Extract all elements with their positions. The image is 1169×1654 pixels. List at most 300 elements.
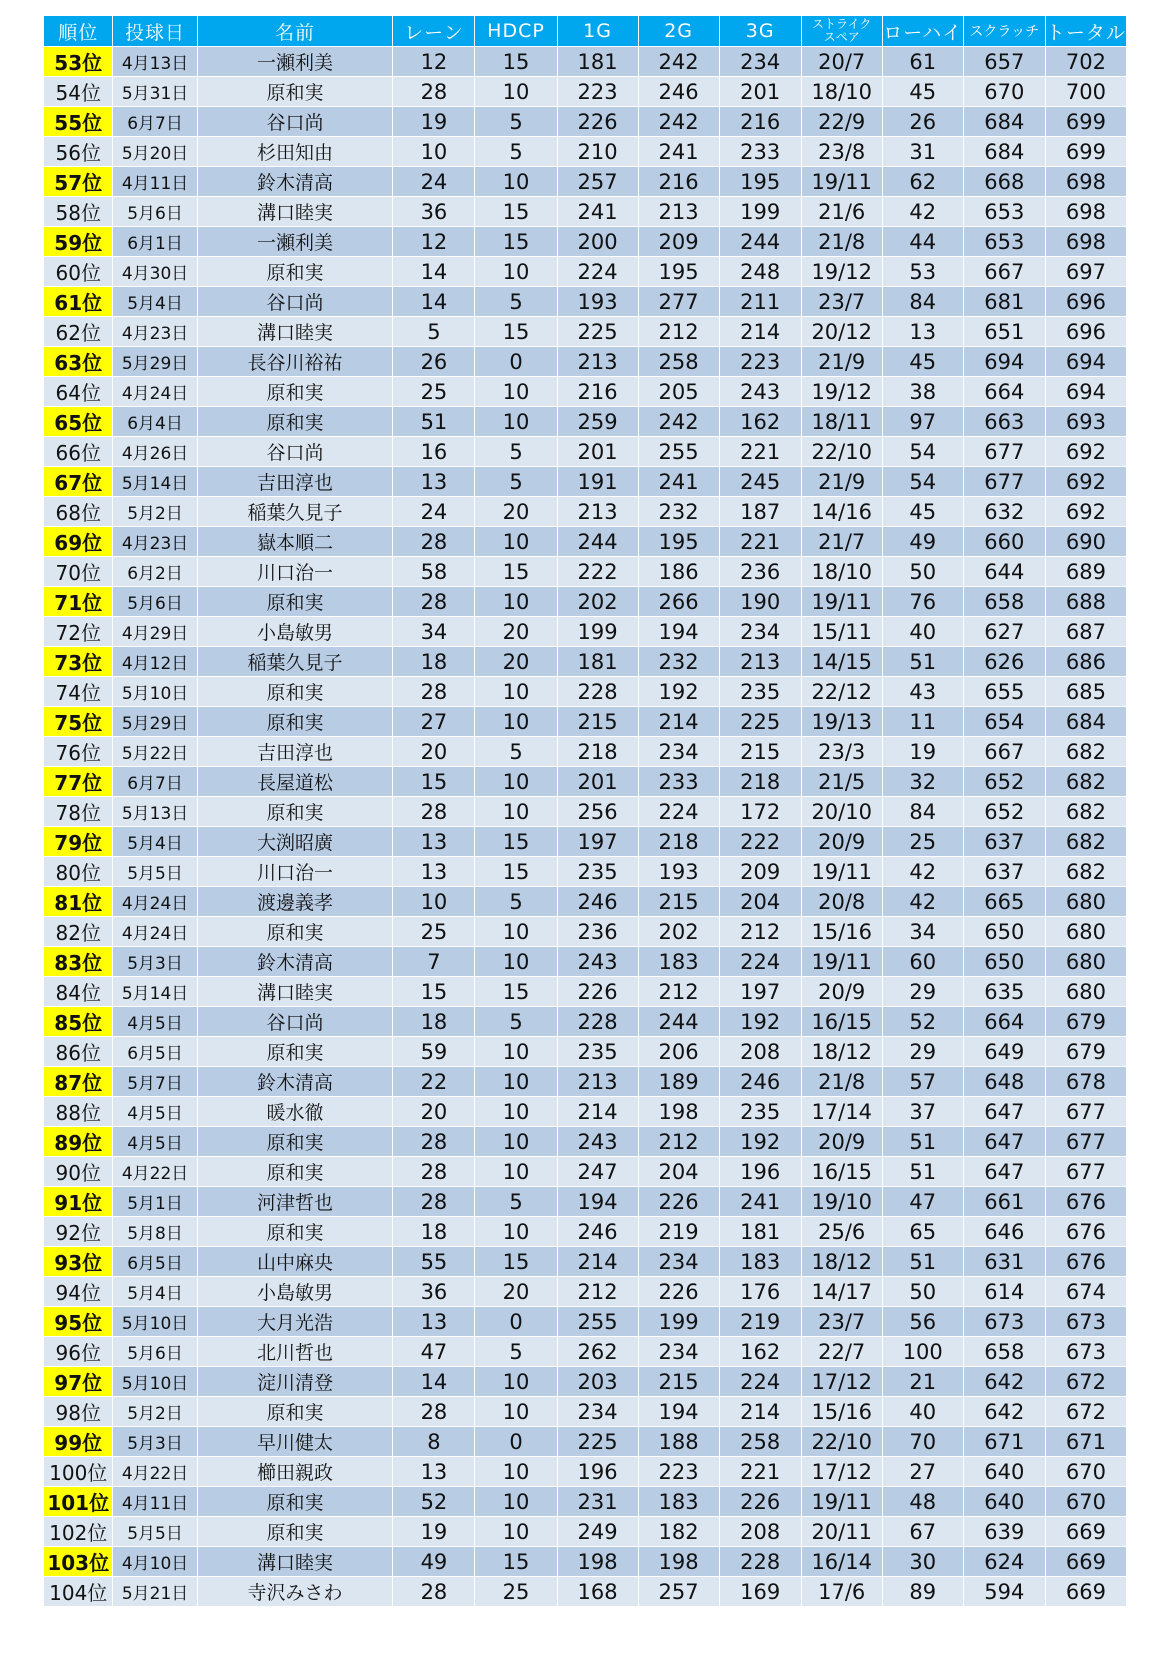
name-cell: 北川哲也 xyxy=(197,1337,393,1367)
game-1-cell: 228 xyxy=(557,1007,638,1037)
game-1-cell: 181 xyxy=(557,47,638,77)
game-1-cell: 226 xyxy=(557,107,638,137)
game-2-cell: 219 xyxy=(638,1217,719,1247)
game-1-cell: 199 xyxy=(557,617,638,647)
name-cell: 谷口尚 xyxy=(197,437,393,467)
hdcp-cell: 10 xyxy=(475,707,557,737)
scratch-cell: 681 xyxy=(963,287,1045,317)
low-high-cell: 19 xyxy=(882,737,963,767)
game-3-cell: 162 xyxy=(719,407,801,437)
table-row xyxy=(44,1067,1127,1097)
hdcp-cell: 5 xyxy=(475,467,557,497)
lane-cell: 28 xyxy=(393,797,475,827)
table-row xyxy=(44,1517,1127,1547)
game-3-cell: 233 xyxy=(719,137,801,167)
game-1-cell: 244 xyxy=(557,527,638,557)
game-2-cell: 234 xyxy=(638,1337,719,1367)
date-cell: 5月4日 xyxy=(113,827,197,857)
hdcp-cell: 5 xyxy=(475,887,557,917)
lane-cell: 14 xyxy=(393,1367,475,1397)
hdcp-cell: 10 xyxy=(475,527,557,557)
lane-cell: 14 xyxy=(393,287,475,317)
low-high-cell: 60 xyxy=(882,947,963,977)
game-2-cell: 215 xyxy=(638,887,719,917)
strike-spare-cell: 19/12 xyxy=(801,257,882,287)
name-cell: 原和実 xyxy=(197,677,393,707)
lane-cell: 24 xyxy=(393,497,475,527)
scratch-cell: 647 xyxy=(963,1157,1045,1187)
date-cell: 4月23日 xyxy=(113,527,197,557)
rank-cell: 59位 xyxy=(44,227,113,257)
low-high-cell: 70 xyxy=(882,1427,963,1457)
game-3-cell: 248 xyxy=(719,257,801,287)
hdcp-cell: 0 xyxy=(475,1307,557,1337)
scratch-cell: 640 xyxy=(963,1457,1045,1487)
name-cell: 小島敏男 xyxy=(197,617,393,647)
game-3-cell: 225 xyxy=(719,707,801,737)
game-2-cell: 258 xyxy=(638,347,719,377)
rank-cell: 65位 xyxy=(44,407,113,437)
header-game-1: 1G xyxy=(557,16,638,47)
rank-cell: 54位 xyxy=(44,77,113,107)
lane-cell: 10 xyxy=(393,137,475,167)
hdcp-cell: 10 xyxy=(475,407,557,437)
game-2-cell: 192 xyxy=(638,677,719,707)
table-row xyxy=(44,287,1127,317)
lane-cell: 13 xyxy=(393,467,475,497)
name-cell: 長谷川裕祐 xyxy=(197,347,393,377)
hdcp-cell: 20 xyxy=(475,647,557,677)
rank-cell: 101位 xyxy=(44,1487,113,1517)
total-cell: 672 xyxy=(1045,1397,1126,1427)
lane-cell: 13 xyxy=(393,827,475,857)
date-cell: 5月2日 xyxy=(113,1397,197,1427)
hdcp-cell: 15 xyxy=(475,1247,557,1277)
game-2-cell: 244 xyxy=(638,1007,719,1037)
rank-cell: 55位 xyxy=(44,107,113,137)
low-high-cell: 49 xyxy=(882,527,963,557)
low-high-cell: 61 xyxy=(882,47,963,77)
hdcp-cell: 10 xyxy=(475,1127,557,1157)
date-cell: 5月5日 xyxy=(113,857,197,887)
table-row xyxy=(44,947,1127,977)
name-cell: 川口治一 xyxy=(197,857,393,887)
date-cell: 5月4日 xyxy=(113,287,197,317)
rank-cell: 85位 xyxy=(44,1007,113,1037)
game-3-cell: 244 xyxy=(719,227,801,257)
game-2-cell: 206 xyxy=(638,1037,719,1067)
strike-spare-cell: 14/15 xyxy=(801,647,882,677)
name-cell: 溝口睦実 xyxy=(197,1547,393,1577)
lane-cell: 25 xyxy=(393,377,475,407)
game-1-cell: 228 xyxy=(557,677,638,707)
game-2-cell: 202 xyxy=(638,917,719,947)
game-2-cell: 183 xyxy=(638,1487,719,1517)
strike-spare-cell: 20/7 xyxy=(801,47,882,77)
strike-spare-cell: 22/12 xyxy=(801,677,882,707)
rank-cell: 75位 xyxy=(44,707,113,737)
game-2-cell: 277 xyxy=(638,287,719,317)
low-high-cell: 84 xyxy=(882,287,963,317)
table-row xyxy=(44,1157,1127,1187)
game-3-cell: 209 xyxy=(719,857,801,887)
strike-spare-cell: 20/9 xyxy=(801,977,882,1007)
game-1-cell: 202 xyxy=(557,587,638,617)
rank-cell: 68位 xyxy=(44,497,113,527)
total-cell: 689 xyxy=(1045,557,1126,587)
game-1-cell: 222 xyxy=(557,557,638,587)
low-high-cell: 54 xyxy=(882,437,963,467)
hdcp-cell: 15 xyxy=(475,977,557,1007)
lane-cell: 28 xyxy=(393,677,475,707)
table-row xyxy=(44,467,1127,497)
low-high-cell: 48 xyxy=(882,1487,963,1517)
game-2-cell: 209 xyxy=(638,227,719,257)
game-1-cell: 191 xyxy=(557,467,638,497)
table-row xyxy=(44,317,1127,347)
lane-cell: 28 xyxy=(393,1187,475,1217)
scratch-cell: 646 xyxy=(963,1217,1045,1247)
strike-spare-cell: 18/10 xyxy=(801,557,882,587)
scratch-cell: 665 xyxy=(963,887,1045,917)
lane-cell: 10 xyxy=(393,887,475,917)
total-cell: 669 xyxy=(1045,1577,1126,1607)
scratch-cell: 667 xyxy=(963,257,1045,287)
game-3-cell: 204 xyxy=(719,887,801,917)
date-cell: 6月5日 xyxy=(113,1247,197,1277)
scratch-cell: 677 xyxy=(963,467,1045,497)
rank-cell: 92位 xyxy=(44,1217,113,1247)
header-game-3: 3G xyxy=(719,16,801,47)
game-3-cell: 218 xyxy=(719,767,801,797)
game-1-cell: 247 xyxy=(557,1157,638,1187)
date-cell: 4月10日 xyxy=(113,1547,197,1577)
scratch-cell: 673 xyxy=(963,1307,1045,1337)
game-1-cell: 246 xyxy=(557,887,638,917)
date-cell: 5月14日 xyxy=(113,467,197,497)
rank-cell: 69位 xyxy=(44,527,113,557)
rank-cell: 80位 xyxy=(44,857,113,887)
total-cell: 685 xyxy=(1045,677,1126,707)
lane-cell: 28 xyxy=(393,527,475,557)
game-3-cell: 216 xyxy=(719,107,801,137)
hdcp-cell: 20 xyxy=(475,1277,557,1307)
strike-spare-cell: 18/10 xyxy=(801,77,882,107)
date-cell: 5月6日 xyxy=(113,197,197,227)
date-cell: 4月13日 xyxy=(113,47,197,77)
strike-spare-cell: 16/15 xyxy=(801,1007,882,1037)
hdcp-cell: 10 xyxy=(475,1217,557,1247)
game-2-cell: 212 xyxy=(638,977,719,1007)
date-cell: 4月30日 xyxy=(113,257,197,287)
game-2-cell: 226 xyxy=(638,1187,719,1217)
date-cell: 6月4日 xyxy=(113,407,197,437)
game-2-cell: 212 xyxy=(638,317,719,347)
scratch-cell: 655 xyxy=(963,677,1045,707)
game-3-cell: 224 xyxy=(719,947,801,977)
rank-cell: 72位 xyxy=(44,617,113,647)
table-row xyxy=(44,737,1127,767)
strike-spare-cell: 17/14 xyxy=(801,1097,882,1127)
total-cell: 682 xyxy=(1045,767,1126,797)
hdcp-cell: 10 xyxy=(475,1037,557,1067)
name-cell: 小島敏男 xyxy=(197,1277,393,1307)
low-high-cell: 50 xyxy=(882,1277,963,1307)
low-high-cell: 29 xyxy=(882,977,963,1007)
total-cell: 698 xyxy=(1045,197,1126,227)
table-row xyxy=(44,377,1127,407)
total-cell: 670 xyxy=(1045,1487,1126,1517)
table-row xyxy=(44,137,1127,167)
total-cell: 684 xyxy=(1045,707,1126,737)
hdcp-cell: 15 xyxy=(475,1547,557,1577)
game-3-cell: 172 xyxy=(719,797,801,827)
table-row xyxy=(44,1457,1127,1487)
game-2-cell: 198 xyxy=(638,1547,719,1577)
hdcp-cell: 15 xyxy=(475,197,557,227)
lane-cell: 13 xyxy=(393,1307,475,1337)
name-cell: 大渕昭廣 xyxy=(197,827,393,857)
name-cell: 山中麻央 xyxy=(197,1247,393,1277)
game-3-cell: 223 xyxy=(719,347,801,377)
game-1-cell: 262 xyxy=(557,1337,638,1367)
scratch-cell: 640 xyxy=(963,1487,1045,1517)
low-high-cell: 25 xyxy=(882,827,963,857)
game-3-cell: 192 xyxy=(719,1007,801,1037)
hdcp-cell: 15 xyxy=(475,47,557,77)
hdcp-cell: 15 xyxy=(475,557,557,587)
low-high-cell: 11 xyxy=(882,707,963,737)
table-header xyxy=(44,16,1127,47)
date-cell: 5月3日 xyxy=(113,947,197,977)
lane-cell: 24 xyxy=(393,167,475,197)
lane-cell: 14 xyxy=(393,257,475,287)
game-2-cell: 216 xyxy=(638,167,719,197)
name-cell: 長屋道松 xyxy=(197,767,393,797)
lane-cell: 13 xyxy=(393,1457,475,1487)
strike-spare-cell: 21/7 xyxy=(801,527,882,557)
scratch-cell: 664 xyxy=(963,377,1045,407)
date-cell: 4月5日 xyxy=(113,1007,197,1037)
total-cell: 669 xyxy=(1045,1517,1126,1547)
header-strike-spare xyxy=(801,16,882,47)
date-cell: 6月5日 xyxy=(113,1037,197,1067)
game-2-cell: 234 xyxy=(638,737,719,767)
rank-cell: 91位 xyxy=(44,1187,113,1217)
low-high-cell: 84 xyxy=(882,797,963,827)
lane-cell: 28 xyxy=(393,1397,475,1427)
total-cell: 680 xyxy=(1045,977,1126,1007)
hdcp-cell: 10 xyxy=(475,1367,557,1397)
game-1-cell: 226 xyxy=(557,977,638,1007)
name-cell: 原和実 xyxy=(197,1217,393,1247)
table-row xyxy=(44,1277,1127,1307)
strike-spare-cell: 19/11 xyxy=(801,167,882,197)
total-cell: 677 xyxy=(1045,1157,1126,1187)
total-cell: 686 xyxy=(1045,647,1126,677)
game-3-cell: 169 xyxy=(719,1577,801,1607)
low-high-cell: 51 xyxy=(882,1247,963,1277)
hdcp-cell: 5 xyxy=(475,107,557,137)
hdcp-cell: 10 xyxy=(475,677,557,707)
strike-spare-cell: 22/10 xyxy=(801,437,882,467)
date-cell: 5月7日 xyxy=(113,1067,197,1097)
hdcp-cell: 15 xyxy=(475,317,557,347)
strike-spare-cell: 21/8 xyxy=(801,227,882,257)
lane-cell: 18 xyxy=(393,1217,475,1247)
rank-cell: 99位 xyxy=(44,1427,113,1457)
header-rank: 順位 xyxy=(44,16,113,47)
scratch-cell: 653 xyxy=(963,227,1045,257)
table-row xyxy=(44,1337,1127,1367)
date-cell: 5月20日 xyxy=(113,137,197,167)
table-row xyxy=(44,347,1127,377)
game-1-cell: 246 xyxy=(557,1217,638,1247)
game-2-cell: 182 xyxy=(638,1517,719,1547)
hdcp-cell: 5 xyxy=(475,737,557,767)
game-3-cell: 234 xyxy=(719,47,801,77)
game-3-cell: 208 xyxy=(719,1037,801,1067)
game-2-cell: 189 xyxy=(638,1067,719,1097)
game-1-cell: 193 xyxy=(557,287,638,317)
lane-cell: 26 xyxy=(393,347,475,377)
name-cell: 溝口睦実 xyxy=(197,197,393,227)
name-cell: 溝口睦実 xyxy=(197,317,393,347)
game-3-cell: 221 xyxy=(719,437,801,467)
rank-cell: 63位 xyxy=(44,347,113,377)
table-row xyxy=(44,437,1127,467)
game-1-cell: 236 xyxy=(557,917,638,947)
game-2-cell: 241 xyxy=(638,137,719,167)
rank-cell: 77位 xyxy=(44,767,113,797)
name-cell: 早川健太 xyxy=(197,1427,393,1457)
game-1-cell: 168 xyxy=(557,1577,638,1607)
date-cell: 5月6日 xyxy=(113,587,197,617)
game-3-cell: 243 xyxy=(719,377,801,407)
lane-cell: 47 xyxy=(393,1337,475,1367)
game-2-cell: 212 xyxy=(638,1127,719,1157)
game-2-cell: 242 xyxy=(638,47,719,77)
table-row xyxy=(44,197,1127,227)
scratch-cell: 644 xyxy=(963,557,1045,587)
table-row xyxy=(44,227,1127,257)
rank-cell: 53位 xyxy=(44,47,113,77)
scratch-cell: 667 xyxy=(963,737,1045,767)
lane-cell: 19 xyxy=(393,107,475,137)
total-cell: 692 xyxy=(1045,437,1126,467)
date-cell: 5月2日 xyxy=(113,497,197,527)
low-high-cell: 51 xyxy=(882,1157,963,1187)
game-1-cell: 210 xyxy=(557,137,638,167)
scratch-cell: 654 xyxy=(963,707,1045,737)
low-high-cell: 40 xyxy=(882,1397,963,1427)
strike-spare-cell: 18/12 xyxy=(801,1247,882,1277)
game-1-cell: 255 xyxy=(557,1307,638,1337)
name-cell: 原和実 xyxy=(197,1487,393,1517)
strike-spare-cell: 14/17 xyxy=(801,1277,882,1307)
rank-cell: 93位 xyxy=(44,1247,113,1277)
date-cell: 4月12日 xyxy=(113,647,197,677)
hdcp-cell: 10 xyxy=(475,1517,557,1547)
strike-spare-cell: 14/16 xyxy=(801,497,882,527)
total-cell: 694 xyxy=(1045,347,1126,377)
ranking-table xyxy=(43,15,1127,1607)
rank-cell: 94位 xyxy=(44,1277,113,1307)
game-2-cell: 242 xyxy=(638,407,719,437)
total-cell: 692 xyxy=(1045,497,1126,527)
total-cell: 687 xyxy=(1045,617,1126,647)
table-row xyxy=(44,1367,1127,1397)
scratch-cell: 651 xyxy=(963,317,1045,347)
lane-cell: 18 xyxy=(393,1007,475,1037)
name-cell: 溝口睦実 xyxy=(197,977,393,1007)
game-2-cell: 218 xyxy=(638,827,719,857)
low-high-cell: 97 xyxy=(882,407,963,437)
strike-spare-cell: 15/16 xyxy=(801,1397,882,1427)
game-3-cell: 201 xyxy=(719,77,801,107)
lane-cell: 36 xyxy=(393,197,475,227)
header-hdcp: HDCP xyxy=(475,16,557,47)
game-3-cell: 214 xyxy=(719,317,801,347)
rank-cell: 96位 xyxy=(44,1337,113,1367)
game-1-cell: 256 xyxy=(557,797,638,827)
total-cell: 682 xyxy=(1045,857,1126,887)
date-cell: 6月1日 xyxy=(113,227,197,257)
name-cell: 原和実 xyxy=(197,407,393,437)
game-3-cell: 199 xyxy=(719,197,801,227)
game-2-cell: 224 xyxy=(638,797,719,827)
rank-cell: 87位 xyxy=(44,1067,113,1097)
date-cell: 5月10日 xyxy=(113,1307,197,1337)
lane-cell: 15 xyxy=(393,977,475,1007)
strike-spare-cell: 19/11 xyxy=(801,1487,882,1517)
hdcp-cell: 5 xyxy=(475,137,557,167)
low-high-cell: 42 xyxy=(882,887,963,917)
table-row xyxy=(44,857,1127,887)
table-row xyxy=(44,167,1127,197)
lane-cell: 28 xyxy=(393,77,475,107)
game-1-cell: 215 xyxy=(557,707,638,737)
rank-cell: 104位 xyxy=(44,1577,113,1607)
date-cell: 5月22日 xyxy=(113,737,197,767)
low-high-cell: 34 xyxy=(882,917,963,947)
strike-spare-cell: 22/7 xyxy=(801,1337,882,1367)
rank-cell: 74位 xyxy=(44,677,113,707)
scratch-cell: 677 xyxy=(963,437,1045,467)
low-high-cell: 30 xyxy=(882,1547,963,1577)
table-row xyxy=(44,407,1127,437)
game-1-cell: 223 xyxy=(557,77,638,107)
date-cell: 5月4日 xyxy=(113,1277,197,1307)
header-row xyxy=(44,16,1127,47)
game-1-cell: 257 xyxy=(557,167,638,197)
game-1-cell: 201 xyxy=(557,437,638,467)
hdcp-cell: 10 xyxy=(475,377,557,407)
game-2-cell: 186 xyxy=(638,557,719,587)
low-high-cell: 100 xyxy=(882,1337,963,1367)
game-3-cell: 176 xyxy=(719,1277,801,1307)
table-row xyxy=(44,617,1127,647)
table-row xyxy=(44,887,1127,917)
game-1-cell: 214 xyxy=(557,1097,638,1127)
name-cell: 一瀬利美 xyxy=(197,227,393,257)
low-high-cell: 38 xyxy=(882,377,963,407)
rank-cell: 86位 xyxy=(44,1037,113,1067)
low-high-cell: 27 xyxy=(882,1457,963,1487)
low-high-cell: 52 xyxy=(882,1007,963,1037)
strike-spare-cell: 17/6 xyxy=(801,1577,882,1607)
rank-cell: 103位 xyxy=(44,1547,113,1577)
